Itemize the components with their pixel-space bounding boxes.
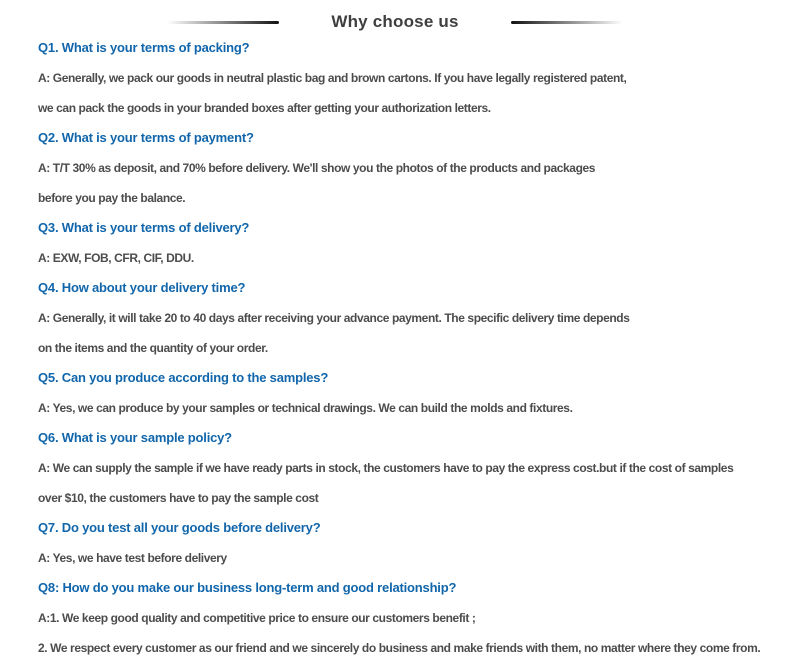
decorative-line-left — [167, 21, 279, 24]
answer-line: before you pay the balance. — [38, 191, 186, 205]
question-text: Q1. What is your terms of packing? — [38, 40, 250, 55]
question-text: Q5. Can you produce according to the samples? — [38, 370, 329, 385]
question-text: Q6. What is your sample policy? — [38, 430, 232, 445]
answer-line: A: Yes, we have test before delivery — [38, 551, 227, 565]
answer-line: A:1. We keep good quality and competitive price to ensure our customers benefit ; — [38, 611, 476, 625]
faq-item-q6 — [38, 423, 780, 513]
faq-item-q8 — [38, 573, 780, 660]
question-text: Q2. What is your terms of payment? — [38, 130, 254, 145]
answer-line: A: Generally, we pack our goods in neutral plastic bag and brown cartons. If you have legally registered patent, — [38, 71, 627, 85]
faq-item-q3 — [38, 213, 780, 273]
faq-item-q4 — [38, 273, 780, 363]
decorative-line-right — [511, 21, 623, 24]
answer-line: on the items and the quantity of your order. — [38, 341, 268, 355]
question-text: Q3. What is your terms of delivery? — [38, 220, 250, 235]
faq-item-q5 — [38, 363, 780, 423]
answer-line: A: We can supply the sample if we have ready parts in stock, the customers have to pay the express cost.but if the cost of samples — [38, 461, 734, 475]
faq-item-q2 — [38, 123, 780, 213]
faq-item-q7 — [38, 513, 780, 573]
answer-line: we can pack the goods in your branded boxes after getting your authorization letters. — [38, 101, 491, 115]
answer-line: 2. We respect every customer as our friend and we sincerely do business and make friends with them, no matter where they come from. — [38, 641, 761, 655]
question-text: Q7. Do you test all your goods before delivery? — [38, 520, 321, 535]
page-title: Why choose us — [331, 12, 459, 31]
faq-item-q1 — [38, 33, 780, 123]
answer-line: over $10, the customers have to pay the sample cost — [38, 491, 319, 505]
answer-line: A: Yes, we can produce by your samples or technical drawings. We can build the molds and fixtures. — [38, 401, 573, 415]
question-text: Q4. How about your delivery time? — [38, 280, 246, 295]
faq-list — [0, 33, 790, 660]
answer-line: A: Generally, it will take 20 to 40 days after receiving your advance payment. The specific delivery time depends — [38, 311, 630, 325]
answer-line: A: EXW, FOB, CFR, CIF, DDU. — [38, 251, 194, 265]
answer-line: A: T/T 30% as deposit, and 70% before delivery. We'll show you the photos of the products and packages — [38, 161, 596, 175]
question-text: Q8: How do you make our business long-term and good relationship? — [38, 580, 457, 595]
